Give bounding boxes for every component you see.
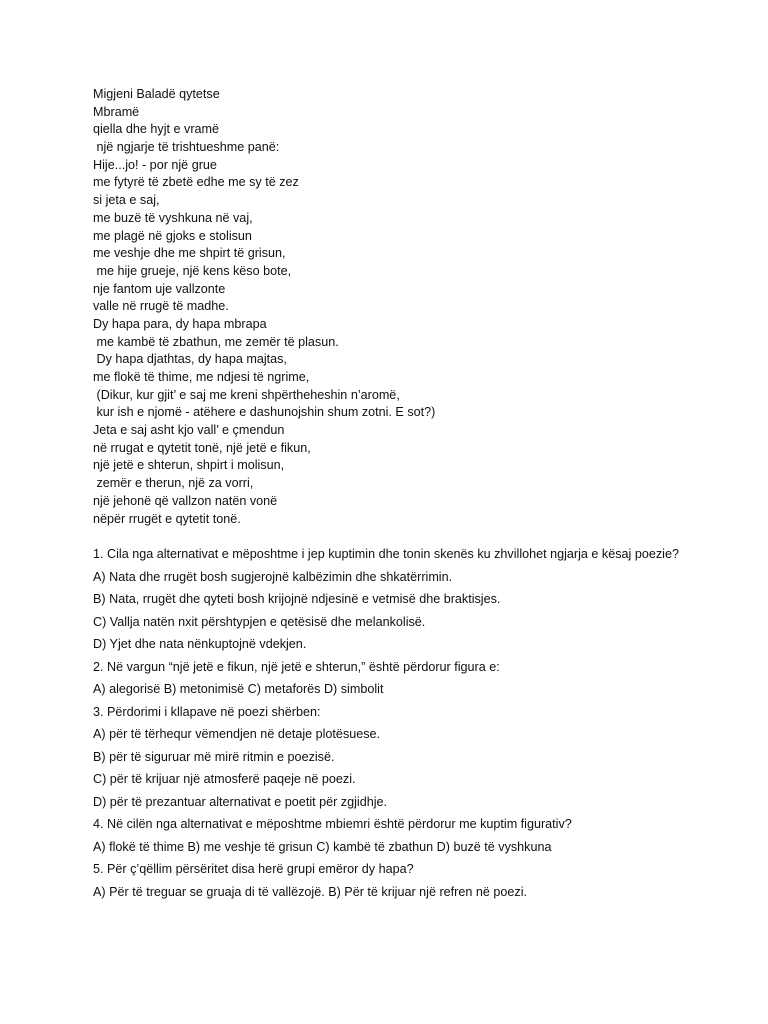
- answer-option: C) Vallja natën nxit përshtypjen e qetësisë dhe melankolisë.: [93, 614, 426, 629]
- poem-line: me flokë të thime, me ndjesi të ngrime,: [93, 370, 310, 384]
- answer-option: A) alegorisë B) metonimisë C) metaforës D) simbolit: [93, 682, 384, 697]
- poem-line: kur ish e njomë - atëhere e dashunojshin shum zotni. E sot?): [93, 405, 436, 420]
- answer-option: A) Nata dhe rrugët bosh sugjerojnë kalbëzimin dhe shkatërrimin.: [93, 569, 453, 584]
- poem-line: me veshje dhe me shpirt të grisun,: [93, 246, 286, 261]
- poem-line: Mbramë: [93, 104, 140, 119]
- answer-option: B) Nata, rrugët dhe qyteti bosh krijojnë ndjesinë e vetmisë dhe braktisjes.: [93, 592, 501, 607]
- poem-line: Dy hapa para, dy hapa mbrapa: [93, 316, 267, 331]
- answer-option: A) Për të treguar se gruaja di të vallëzojë. B) Për të krijuar një refren në poezi.: [93, 884, 527, 899]
- poem-title: Migjeni Baladë qytetse: [93, 87, 220, 101]
- question-4: 4. Në cilën nga alternativat e mëposhtme mbiemri është përdorur me kuptim figurativ?: [93, 817, 572, 832]
- poem-line: Jeta e saj asht kjo vall’ e çmendun: [93, 423, 285, 438]
- poem-line: nëpër rrugët e qytetit tonë.: [93, 511, 241, 526]
- answer-option: C) për të krijuar një atmosferë paqeje në poezi.: [93, 772, 356, 787]
- question-1: 1. Cila nga alternativat e mëposhtme i jep kuptimin dhe tonin skenës ku zhvillohet ngjarja e kësaj poezie?: [93, 547, 679, 562]
- poem-line: me kambë të zbathun, me zemër të plasun.: [93, 334, 339, 349]
- question-5: 5. Për ç’qëllim përsëritet disa herë grupi emëror dy hapa?: [93, 862, 414, 877]
- poem-line: nje fantom uje vallzonte: [93, 281, 226, 296]
- poem-line: me hije grueje, një kens këso bote,: [93, 263, 292, 278]
- answer-option: D) Yjet dhe nata nënkuptojnë vdekjen.: [93, 637, 307, 652]
- poem-line: një jetë e shterun, shpirt i molisun,: [93, 458, 285, 473]
- question-3: 3. Përdorimi i kllapave në poezi shërben:: [93, 704, 321, 719]
- answer-option: D) për të prezantuar alternativat e poetit për zgjidhje.: [93, 794, 388, 809]
- poem-line: me plagë në gjoks e stolisun: [93, 228, 252, 243]
- poem-line: si jeta e saj,: [93, 193, 160, 208]
- poem: [93, 86, 733, 528]
- poem-line: zemër e therun, një za vorri,: [93, 476, 254, 491]
- poem-line: qiella dhe hyjt e vramë: [93, 122, 220, 137]
- poem-line: me fytyrë të zbetë edhe me sy të zez: [93, 175, 299, 190]
- poem-line: një ngjarje të trishtueshme panë:: [93, 140, 280, 155]
- poem-line: valle në rrugë të madhe.: [93, 299, 229, 314]
- document-page: [93, 86, 733, 906]
- answer-option: A) flokë të thime B) me veshje të grisun C) kambë të zbathun D) buzë të vyshkuna: [93, 839, 552, 854]
- question-2: 2. Në vargun “një jetë e fikun, një jetë e shterun,” është përdorur figura e:: [93, 659, 500, 674]
- poem-line: në rrugat e qytetit tonë, një jetë e fikun,: [93, 440, 311, 455]
- question-list: [93, 546, 733, 901]
- answer-option: B) për të siguruar më mirë ritmin e poezisë.: [93, 749, 335, 764]
- poem-line: një jehonë që vallzon natën vonë: [93, 493, 278, 508]
- poem-line: (Dikur, kur gjit’ e saj me kreni shpërtheheshin n’aromë,: [93, 387, 400, 402]
- poem-line: Hije...jo! - por një grue: [93, 157, 217, 172]
- poem-line: Dy hapa djathtas, dy hapa majtas,: [93, 352, 287, 367]
- answer-option: A) për të tërhequr vëmendjen në detaje plotësuese.: [93, 727, 381, 742]
- poem-line: me buzë të vyshkuna në vaj,: [93, 210, 253, 225]
